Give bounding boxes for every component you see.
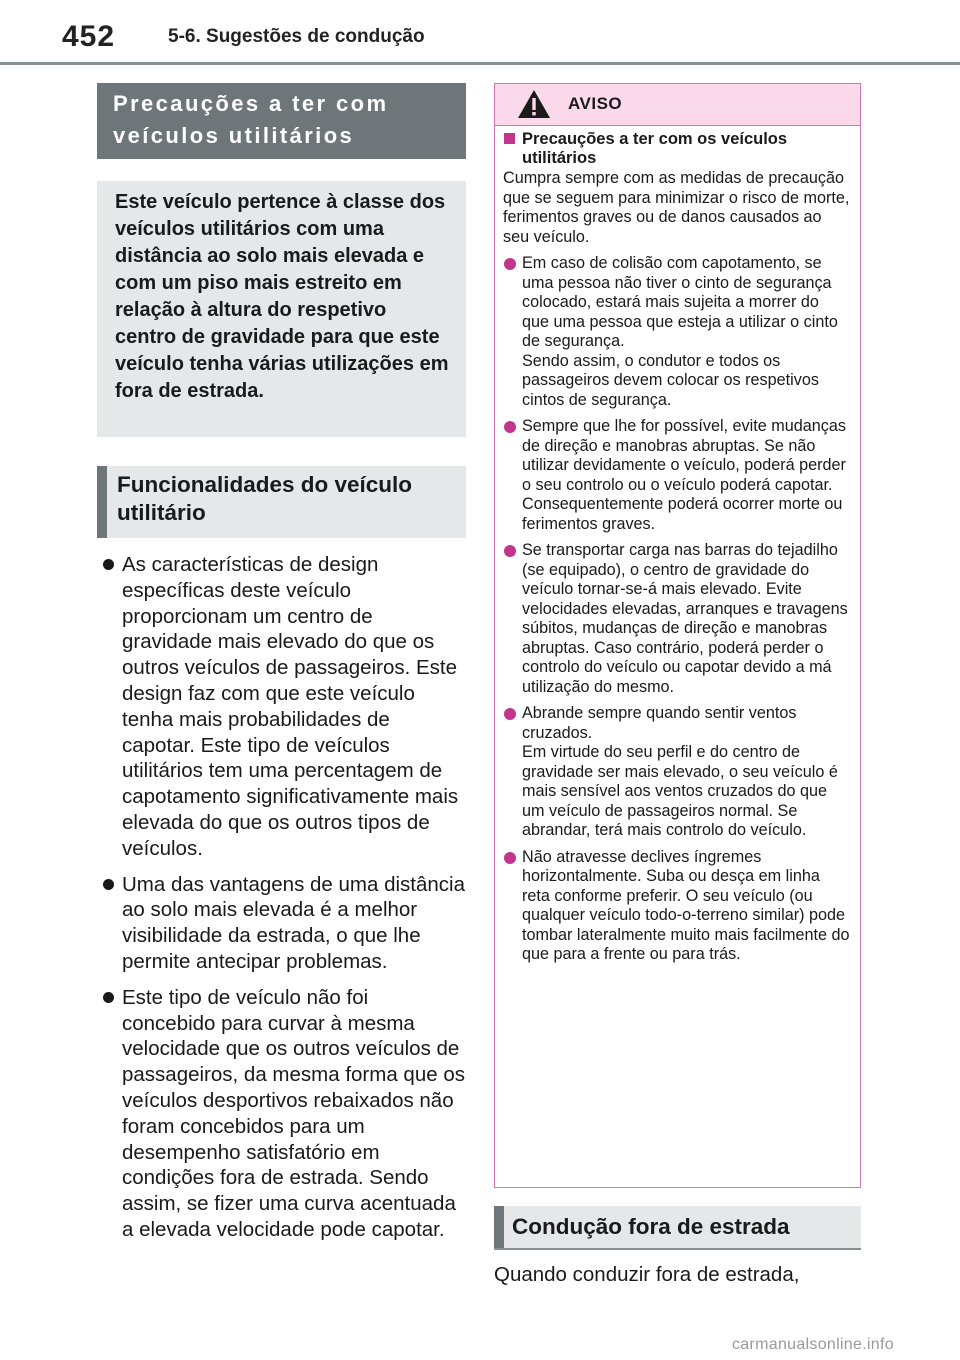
page-header xyxy=(0,0,960,68)
bullet-icon xyxy=(103,992,114,1003)
warning-label: AVISO xyxy=(568,94,623,113)
circle-bullet-icon xyxy=(504,545,516,557)
warning-item xyxy=(503,704,850,841)
list-item xyxy=(97,552,466,862)
bullet-icon xyxy=(103,879,114,890)
section-heading-box xyxy=(97,83,466,159)
offroad-subheading-box xyxy=(494,1206,861,1250)
circle-bullet-icon xyxy=(504,421,516,433)
square-bullet-icon xyxy=(504,133,515,144)
warning-item xyxy=(503,417,850,534)
subheading: Funcionalidades do veículo utilitário xyxy=(117,472,413,525)
offroad-text: Quando conduzir fora de estrada, xyxy=(494,1263,800,1286)
warning-intro: Cumpra sempre com as medidas de precaução que se seguem para minimizar o risco de morte, ferimentos graves ou de danos causados ao seu veículo. xyxy=(503,169,850,246)
intro-text: Este veículo pertence à classe dos veículos utilitários com uma distância ao solo mais elevada e com um piso mais estreito em relação à altura do respetivo centro de gravidade para que este veículo tenha várias utilizações em fora de estrada. xyxy=(115,191,449,402)
warning-item-text: Em caso de colisão com capotamento, se uma pessoa não tiver o cinto de segurança colocado, estará mais sujeita a morrer do que uma pessoa que esteja a utilizar o cinto de segurança. xyxy=(522,254,838,350)
warning-item-text: Sempre que lhe for possível, evite mudanças de direção e manobras abruptas. Se não utilizar devidamente o veículo, poderá perder o seu controlo ou o veículo poderá capotar. Consequentemente poderá ocorrer morte ou ferimentos graves. xyxy=(522,417,846,533)
list-item-text: Este tipo de veículo não foi concebido para curvar à mesma velocidade que os outros veículos de passageiros, da mesma forma que os veículos desportivos rebaixados não foram concebidos para um desempenho satisfatório em condições fora de estrada. Sendo assim, se fizer uma curva acentuada a elevada velocidade pode capotar. xyxy=(122,985,465,1241)
list-item-text: Uma das vantagens de uma distância ao solo mais elevada é a melhor visibilidade da estrada, o que lhe permite antecipar problemas. xyxy=(122,872,466,973)
bullet-list xyxy=(97,552,466,1243)
circle-bullet-icon xyxy=(504,852,516,864)
left-column xyxy=(97,83,466,1253)
circle-bullet-icon xyxy=(504,258,516,270)
warning-item xyxy=(503,254,850,410)
warning-item-extra: Sendo assim, o condutor e todos os passageiros devem colocar os respetivos cintos de segurança. xyxy=(522,351,819,409)
subheading-box xyxy=(97,466,466,538)
list-item xyxy=(97,872,466,975)
circle-bullet-icon xyxy=(504,708,516,720)
warning-item-text: Não atravesse declives íngremes horizontalmente. Suba ou desça em linha reta conforme preferir. O seu veículo (ou qualquer veículo todo-o-terreno similar) pode tombar lateralmente muito mais facilmente do que para a frente ou para trás. xyxy=(522,847,850,963)
warning-item-text: Se transportar carga nas barras do tejadilho (se equipado), o centro de gravidade do veículo tornar-se-á mais elevado. Evite velocidades elevadas, arranques e travagens súbitos, mudanças de direção e manobras abruptas. Caso contrário, poderá perder o controlo do veículo ou capotar devido a má utilização do mesmo. xyxy=(522,541,848,696)
watermark: carmanualsonline.info xyxy=(732,1336,894,1353)
section-title: 5-6. Sugestões de condução xyxy=(168,26,425,47)
warning-item-text: Abrande sempre quando sentir ventos cruzados. xyxy=(522,704,797,742)
warning-item-extra: Em virtude do seu perfil e do centro de gravidade ser mais elevado, o seu veículo é mais sensível aos ventos cruzados do que um veículo de passageiros normal. Se abrandar, terá mais controlo do veículo. xyxy=(522,743,838,839)
list-item xyxy=(97,985,466,1243)
section-heading: Precauções a ter com veículos utilitários xyxy=(113,91,389,148)
warning-body xyxy=(495,126,860,965)
warning-header xyxy=(495,84,860,126)
list-item-text: As características de design específicas deste veículo proporcionam um centro de gravidade mais elevado do que os outros veículos de passageiros. Este design faz com que este veículo tenha mais probabilidades de capotar. Este tipo de veículos utilitários tem uma percentagem de capotamento significativamente mais elevada do que os outros tipos de veículos. xyxy=(122,553,459,860)
warning-item xyxy=(503,848,850,965)
page-number: 452 xyxy=(62,20,116,53)
subheading-underline xyxy=(494,1248,861,1250)
offroad-subheading: Condução fora de estrada xyxy=(512,1214,790,1239)
warning-heading xyxy=(503,130,850,168)
warning-box xyxy=(494,83,861,1188)
bullet-icon xyxy=(103,559,114,570)
header-divider xyxy=(0,62,960,65)
warning-item xyxy=(503,541,850,697)
warning-heading-text: Precauções a ter com os veículos utilitários xyxy=(522,130,788,167)
warning-triangle-icon xyxy=(517,89,551,119)
intro-box xyxy=(97,181,466,437)
